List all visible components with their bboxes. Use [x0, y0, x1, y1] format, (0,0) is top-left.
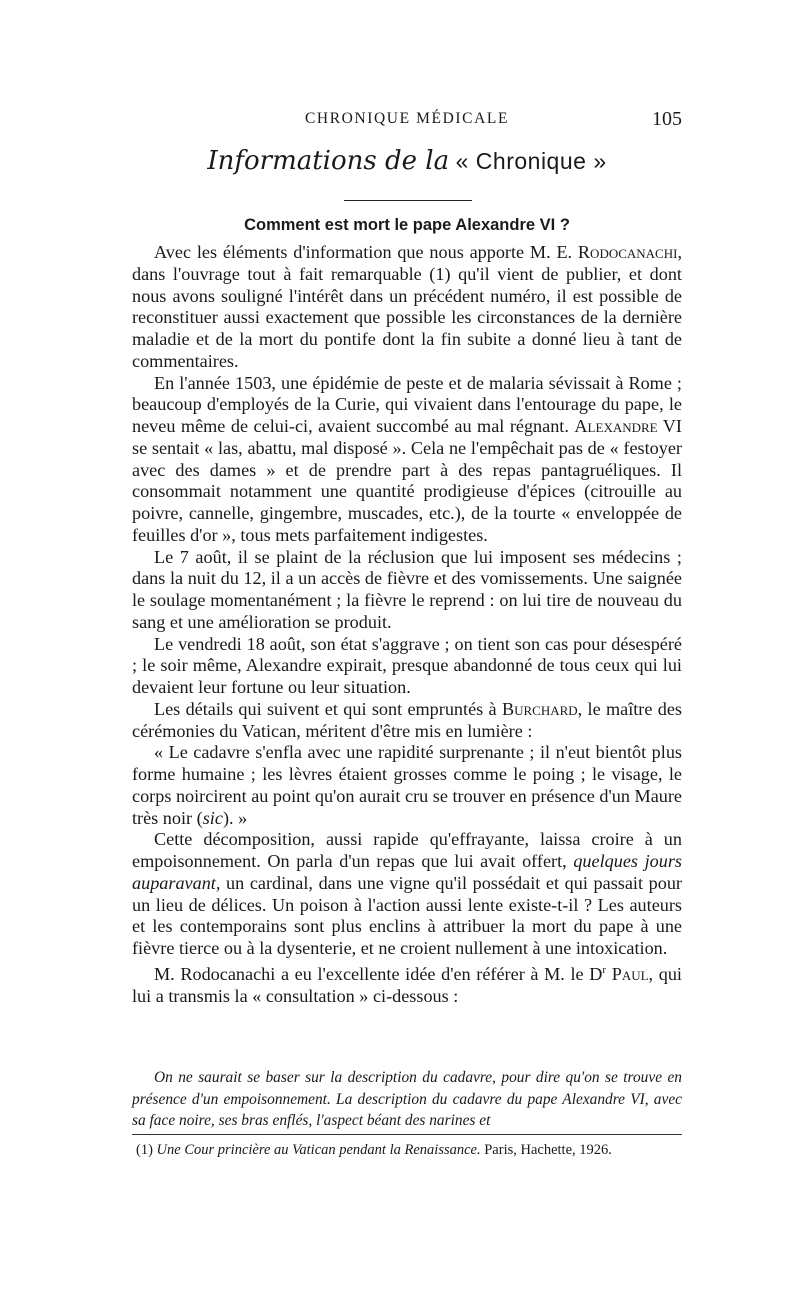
paragraph: M. Rodocanachi a eu l'excellente idée d'en référer à M. le $D^r$ Paul, qui lui a transmis la « consultation » ci-dessous : — [132, 963, 682, 1006]
footnote-number: (1) — [136, 1142, 153, 1158]
paragraph: Le 7 août, il se plaint de la réclusion que lui imposent ses médecins ; dans la nuit du 12, il a un accès de fièvre et des vomissements. Une saignée le soulage momentanément ; la fièvre le reprend : on lui tire de nouveau du sang et une amélioration se produit. — [132, 546, 682, 632]
consultation-text: On ne saurait se baser sur la description du cadavre, pour dire qu'on se trouve en présence d'un empoisonnement. La description du cadavre du pape Alexandre VI, avec sa face noire, ses bras enflés, l'aspect béant des narines et — [132, 1069, 682, 1129]
paragraph: En l'année 1503, une épidémie de peste et de malaria sévissait à Rome ; beaucoup d'employés de la Curie, qui vivaient dans l'entourage du pape, le neveu même de celui-ci, avaient succombé au mal régnant. Alexandre VI se sentait « las, abattu, mal disposé ». Cela ne l'empêchait pas de « festoyer avec des dames » et de prendre part à des repas pantagruéliques. Il consommait notamment une quantité prodigieuse d'épices (citrouille au poivre, cannelle, gingembre, muscades, etc.), de la tourte « enveloppée de feuilles d'or », tous mets parfaitement indigestes. — [132, 372, 682, 545]
quotation-paragraph: « Le cadavre s'enfla avec une rapidité surprenante ; il n'eut bientôt plus forme humaine ; les lèvres étaient grosses comme le poing ; le visage, le corps noircirent au point qu'on aurait cru se trouver en présence d'un Maure très noir (sic). » — [132, 742, 682, 828]
section-title — [132, 146, 682, 176]
paragraph: Les détails qui suivent et qui sont empruntés à Burchard, le maître des cérémonies du Vatican, méritent d'être mis en lumière : — [132, 698, 682, 741]
footnote — [136, 1142, 682, 1159]
running-head — [132, 108, 682, 132]
section-title-rest: « Chronique » — [455, 148, 607, 174]
footnote-book-title: Une Cour princière au Vatican pendant la Renaissance. — [156, 1142, 481, 1158]
paragraph: Avec les éléments d'information que nous apporte M. E. Rodocanachi, dans l'ouvrage tout à fait remarquable (1) qu'il vient de publier, et dont nous avons souligné l'intérêt dans un précédent numéro, il est possible de reconstituer aussi exactement que possible les circonstances de la dernière maladie et de la mort du pontife dont la fin subite a donné lieu à tant de commentaires. — [132, 242, 682, 371]
section-title-script: Informations de la — [207, 146, 450, 176]
footnote-publisher: Paris, Hachette, 1926. — [480, 1142, 612, 1158]
footnote-divider — [132, 1134, 682, 1135]
paragraph: Cette décomposition, aussi rapide qu'effrayante, laissa croire à un empoisonnement. On parla d'un repas que lui avait offert, quelques jours auparavant, un cardinal, dans une vigne qu'il possédait et qui passait pour un lieu de délices. Un poison à l'action aussi lente existe-t-il ? Les auteurs et les contemporains sont plus enclins à attribuer la mort du pape à une fièvre tierce ou à la dysenterie, et ne croient nullement à une intoxication. — [132, 829, 682, 958]
paragraph: Le vendredi 18 août, son état s'aggrave ; on tient son cas pour désespéré ; le soir même, Alexandre expirait, presque abandonné de tous ceux qui lui devaient leur fortune ou leur situation. — [132, 633, 682, 697]
page-number: 105 — [652, 108, 682, 130]
title-divider — [344, 200, 472, 201]
article-title: Comment est mort le pape Alexandre VI ? — [244, 216, 570, 234]
running-title: CHRONIQUE MÉDICALE — [304, 110, 510, 127]
article-body — [132, 242, 682, 1007]
